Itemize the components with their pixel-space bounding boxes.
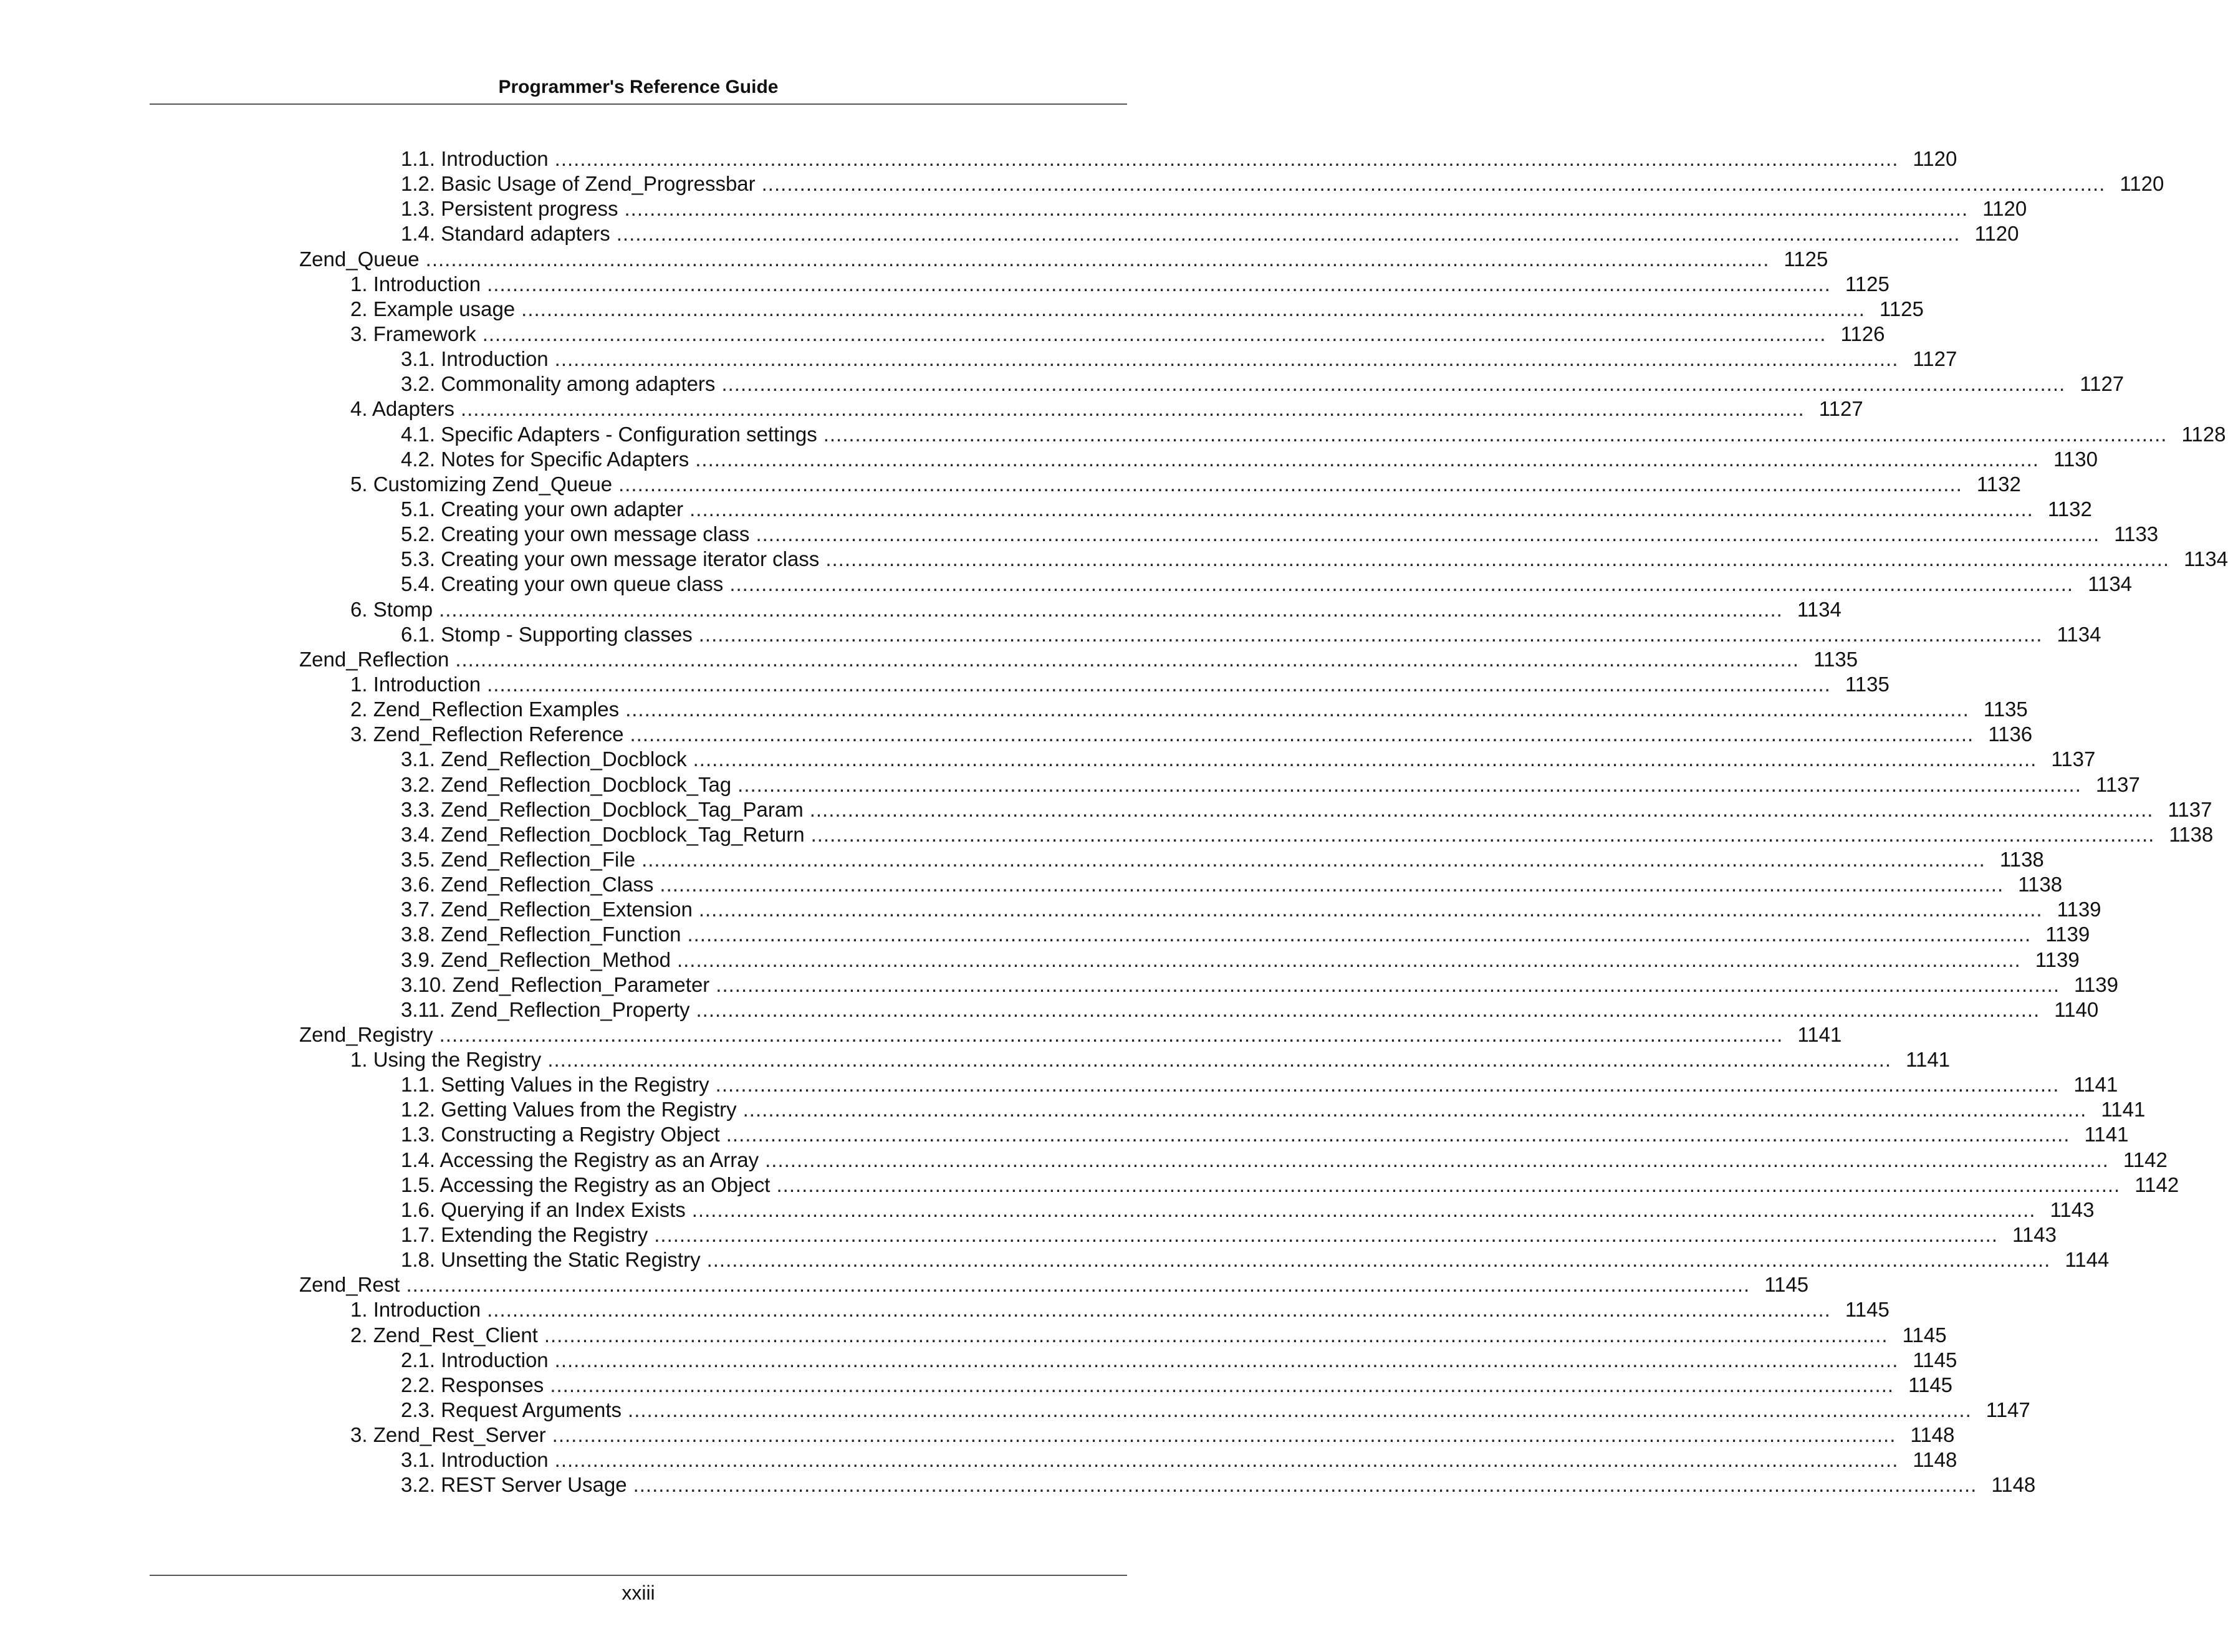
toc-entry-page[interactable]: 1142 [2123,1148,2168,1171]
toc-entry-line [350,1423,1955,1448]
toc-entry-line [401,897,2101,922]
toc-dot-leader: .................................................................................................................................................................................................................... [706,1248,2051,1272]
toc-entry-line [299,647,1858,672]
toc-entry-page[interactable]: 1139 [2057,898,2101,921]
toc-entry-line [401,622,2101,647]
toc-entry-title[interactable]: 1.3. Constructing a Registry Object [401,1123,720,1146]
toc-entry[interactable] [0,1148,2168,1173]
toc-entry[interactable] [0,822,2214,847]
toc-entry-page[interactable]: 1141 [1797,1022,1842,1046]
toc-entry-title[interactable]: 5.2. Creating your own message class [401,522,750,546]
toc-entry-line [350,322,1885,347]
toc-entry-line [401,797,2212,822]
toc-entry-page[interactable]: 1134 [2057,622,2101,646]
toc-entry[interactable] [0,647,1858,672]
toc-entry[interactable] [0,1448,1957,1472]
toc-entry-line [401,847,2044,872]
toc-entry[interactable] [0,221,2019,246]
toc-dot-leader: .................................................................................................................................................................................................................... [554,1348,1899,1371]
toc-entry-page[interactable]: 1145 [1764,1273,1809,1297]
toc-dot-leader: .................................................................................................................................................................................................................... [554,1448,1899,1472]
toc-entry[interactable] [0,872,2063,897]
toc-entry-page[interactable]: 1130 [2053,447,2098,471]
toc-entry-line [350,697,2028,722]
toc-entry-title[interactable]: 3.11. Zend_Reflection_Property [401,997,690,1021]
table-of-contents [0,146,2228,1498]
toc-entry-line [299,247,1828,272]
toc-dot-leader: .................................................................................................................................................................................................................... [660,873,2004,896]
toc-entry-title[interactable]: 1.6. Querying if an Index Exists [401,1198,686,1221]
footer-rule [150,1575,1127,1576]
toc-entry-page[interactable]: 1127 [2080,372,2125,396]
toc-entry-page[interactable]: 1135 [1983,698,2028,721]
toc-dot-leader: .................................................................................................................................................................................................................... [641,847,1986,871]
toc-entry[interactable] [0,396,1863,421]
toc-entry-title[interactable]: 3.6. Zend_Reflection_Class [401,873,654,896]
toc-entry-title[interactable]: 5.3. Creating your own message iterator class [401,547,820,571]
toc-entry-line [401,1122,2129,1147]
toc-entry-title[interactable]: Zend_Queue [299,247,420,271]
toc-dot-leader: .................................................................................................................................................................................................................... [687,923,2032,946]
toc-entry[interactable] [0,847,2044,872]
toc-dot-leader: .................................................................................................................................................................................................................... [691,1198,2036,1221]
toc-entry[interactable] [0,622,2101,647]
toc-dot-leader: .................................................................................................................................................................................................................... [810,822,2155,846]
toc-entry-title[interactable]: 3.10. Zend_Reflection_Parameter [401,972,710,996]
toc-dot-leader: .................................................................................................................................................................................................................... [737,772,2082,796]
toc-entry-line [350,1323,1947,1348]
toc-entry-line [401,1348,1957,1373]
toc-entry-line [350,672,1889,697]
toc-entry-line [350,1047,1951,1072]
toc-entry-page[interactable]: 1137 [2168,797,2212,821]
toc-entry-page[interactable]: 1141 [2084,1123,2129,1146]
toc-entry-line [401,1448,1957,1472]
toc-entry-title[interactable]: Zend_Rest [299,1273,400,1297]
toc-entry-title[interactable]: 1.1. Introduction [401,147,549,170]
toc-dot-leader: .................................................................................................................................................................................................................... [698,622,2043,646]
toc-entry-page[interactable]: 1143 [2012,1223,2057,1247]
toc-entry-title[interactable]: 4. Adapters [350,397,454,421]
toc-entry-title[interactable]: 3.9. Zend_Reflection_Method [401,948,671,971]
toc-dot-leader: .................................................................................................................................................................................................................... [716,972,2060,996]
toc-entry-title[interactable]: 1. Introduction [350,1298,481,1322]
toc-entry-page[interactable]: 1128 [2181,422,2226,446]
toc-dot-leader: .................................................................................................................................................................................................................... [439,597,1783,621]
toc-entry-line [401,146,1957,171]
toc-entry-page[interactable]: 1126 [1840,322,1885,345]
toc-entry[interactable] [0,1173,2179,1198]
toc-entry[interactable] [0,196,2027,221]
toc-dot-leader: .................................................................................................................................................................................................................... [616,222,1961,246]
toc-dot-leader: .................................................................................................................................................................................................................... [765,1148,2109,1171]
toc-entry-line [401,171,2164,196]
toc-entry[interactable] [0,1323,1947,1348]
toc-entry[interactable] [0,997,2099,1022]
toc-entry-page[interactable]: 1134 [2088,572,2133,596]
toc-entry-line [401,221,2019,246]
toc-entry-page[interactable]: 1141 [2101,1098,2146,1121]
toc-entry-line [401,1398,2030,1423]
toc-entry-title[interactable]: 5.1. Creating your own adapter [401,497,684,521]
toc-entry-line [401,1097,2146,1122]
toc-entry[interactable] [0,1423,1955,1448]
toc-dot-leader: .................................................................................................................................................................................................................... [487,272,1831,295]
toc-dot-leader: .................................................................................................................................................................................................................... [761,172,2106,196]
toc-entry-line [299,1022,1842,1047]
toc-entry-line [401,1222,2057,1247]
toc-entry[interactable] [0,1398,2030,1423]
toc-entry-title[interactable]: 1.4. Standard adapters [401,222,610,246]
toc-dot-leader: .................................................................................................................................................................................................................... [698,898,2043,921]
toc-entry[interactable] [0,522,2159,547]
toc-dot-leader: .................................................................................................................................................................................................................... [487,1298,1831,1322]
toc-entry-line [401,1247,2110,1272]
page-number: xxiii [622,1582,655,1604]
toc-entry-title[interactable]: 1.2. Getting Values from the Registry [401,1098,737,1121]
toc-entry-page[interactable]: 1145 [1845,1298,1889,1322]
toc-entry-line [401,347,1957,372]
toc-dot-leader: .................................................................................................................................................................................................................... [460,397,1805,421]
header-rule [150,103,1127,105]
toc-entry[interactable] [0,146,1957,171]
toc-entry-page[interactable]: 1134 [2184,547,2228,571]
toc-entry-line [401,547,2228,572]
toc-entry-page[interactable]: 1135 [1813,647,1858,671]
toc-dot-leader: .................................................................................................................................................................................................................... [654,1223,1998,1247]
toc-entry-title[interactable]: 1.8. Unsetting the Static Registry [401,1248,701,1272]
toc-entry-title[interactable]: 2.2. Responses [401,1373,544,1396]
toc-dot-leader: .................................................................................................................................................................................................................... [628,1398,1972,1422]
toc-dot-leader: .................................................................................................................................................................................................................... [689,497,2034,521]
toc-entry[interactable] [0,472,2021,497]
toc-dot-leader: .................................................................................................................................................................................................................... [809,797,2154,821]
toc-entry-title[interactable]: 6. Stomp [350,597,433,621]
toc-entry-line [401,572,2133,597]
toc-entry-page[interactable]: 1135 [1845,672,1889,696]
toc-entry[interactable] [0,1348,1957,1373]
toc-entry-line [401,872,2063,897]
toc-entry-title[interactable]: 3.1. Zend_Reflection_Docblock [401,747,687,771]
toc-dot-leader: .................................................................................................................................................................................................................... [726,1123,2070,1146]
toc-entry-title[interactable]: 2. Zend_Reflection Examples [350,698,620,721]
toc-entry-title[interactable]: 1.3. Persistent progress [401,197,618,221]
toc-entry[interactable] [0,897,2101,922]
toc-entry-title[interactable]: 3.2. Commonality among adapters [401,372,716,396]
toc-entry-page[interactable]: 1147 [1986,1398,2030,1422]
toc-entry-line [401,997,2099,1022]
toc-entry-title[interactable]: 5. Customizing Zend_Queue [350,472,613,496]
toc-entry-line [350,597,1841,622]
toc-dot-leader: .................................................................................................................................................................................................................... [630,723,1974,746]
toc-entry-title[interactable]: 6.1. Stomp - Supporting classes [401,622,693,646]
toc-dot-leader: .................................................................................................................................................................................................................... [742,1098,2087,1121]
toc-entry-line [401,522,2159,547]
toc-entry-line [401,747,2096,772]
toc-entry-page[interactable]: 1145 [1913,1348,1957,1371]
toc-entry[interactable] [0,272,1889,297]
toc-entry-line [350,722,2033,747]
toc-entry-title[interactable]: 2.1. Introduction [401,1348,549,1371]
toc-dot-leader: .................................................................................................................................................................................................................... [776,1173,2121,1196]
toc-entry-line [401,922,2090,947]
toc-entry-title[interactable]: 1.7. Extending the Registry [401,1223,648,1247]
toc-dot-leader: .................................................................................................................................................................................................................... [554,147,1899,170]
toc-dot-leader: .................................................................................................................................................................................................................... [695,447,2039,471]
toc-entry-title[interactable]: Zend_Reflection [299,647,449,671]
toc-entry[interactable] [0,1047,1951,1072]
toc-entry-page[interactable]: 1139 [2045,923,2090,946]
toc-dot-leader: .................................................................................................................................................................................................................... [823,422,2168,446]
toc-entry-line [401,1373,1953,1398]
toc-entry[interactable] [0,347,1957,372]
toc-entry-line [350,472,2021,497]
toc-entry[interactable] [0,1247,2110,1272]
toc-dot-leader: .................................................................................................................................................................................................................... [618,472,1962,496]
toc-entry-title[interactable]: 1.4. Accessing the Registry as an Array [401,1148,759,1171]
toc-entry-line [350,1297,1889,1322]
toc-entry-page[interactable]: 1140 [2054,997,2099,1021]
toc-entry[interactable] [0,372,2125,396]
toc-entry[interactable] [0,572,2133,597]
toc-entry-line [401,1198,2095,1222]
toc-entry-page[interactable]: 1120 [1913,147,1957,170]
toc-entry[interactable] [0,672,1889,697]
toc-entry-line [350,396,1863,421]
toc-entry-title[interactable]: 3. Zend_Rest_Server [350,1423,546,1447]
toc-entry-page[interactable]: 1136 [1988,723,2033,746]
toc-dot-leader: .................................................................................................................................................................................................................... [547,1048,1892,1072]
toc-entry[interactable] [0,1222,2057,1247]
toc-dot-leader: .................................................................................................................................................................................................................... [624,197,1969,221]
toc-entry-title[interactable]: 3.1. Introduction [401,347,549,371]
toc-entry-title[interactable]: 5.4. Creating your own queue class [401,572,724,596]
toc-entry-page[interactable]: 1133 [2114,522,2159,546]
toc-entry-line [401,1072,2118,1097]
toc-entry[interactable] [0,297,1924,322]
toc-entry-title[interactable]: 4.1. Specific Adapters - Configuration settings [401,422,817,446]
toc-entry[interactable] [0,922,2090,947]
toc-entry-line [401,772,2140,797]
toc-entry-page[interactable]: 1120 [1974,222,2019,246]
toc-dot-leader: .................................................................................................................................................................................................................... [406,1273,1750,1297]
toc-entry-page[interactable]: 1125 [1784,247,1828,271]
toc-entry[interactable] [0,247,1828,272]
toc-entry-page[interactable]: 1148 [1991,1473,2036,1497]
toc-entry-title[interactable]: 3.3. Zend_Reflection_Docblock_Tag_Param [401,797,804,821]
toc-dot-leader: .................................................................................................................................................................................................................... [676,948,2021,971]
toc-entry-title[interactable]: 1. Using the Registry [350,1048,542,1072]
toc-entry-title[interactable]: 1. Introduction [350,672,481,696]
toc-entry-line [401,972,2119,997]
toc-entry[interactable] [0,497,2092,522]
toc-entry-page[interactable]: 1137 [2095,772,2140,796]
toc-entry-title[interactable]: 3. Zend_Reflection Reference [350,723,624,746]
toc-entry-title[interactable]: 3.2. REST Server Usage [401,1473,627,1497]
toc-dot-leader: .................................................................................................................................................................................................................... [625,698,1969,721]
toc-entry[interactable] [0,422,2226,447]
toc-entry-line [401,422,2226,447]
toc-dot-leader: .................................................................................................................................................................................................................... [425,247,1770,271]
toc-entry-page[interactable]: 1143 [2050,1198,2095,1221]
toc-dot-leader: .................................................................................................................................................................................................................... [721,372,2066,396]
toc-entry-page[interactable]: 1139 [2074,972,2119,996]
toc-entry-title[interactable]: 1.5. Accessing the Registry as an Object [401,1173,771,1196]
toc-entry-page[interactable]: 1120 [1982,197,2027,221]
toc-entry[interactable] [0,722,2033,747]
toc-entry[interactable] [0,1373,1953,1398]
toc-entry-page[interactable]: 1132 [2047,497,2092,521]
toc-entry-page[interactable]: 1127 [1913,347,1957,371]
toc-entry-title[interactable]: 2. Zend_Rest_Client [350,1323,538,1347]
toc-entry-page[interactable]: 1138 [2169,822,2214,846]
toc-dot-leader: .................................................................................................................................................................................................................... [696,997,2040,1021]
toc-dot-leader: .................................................................................................................................................................................................................... [521,297,1865,320]
toc-entry-title[interactable]: 1. Introduction [350,272,481,295]
toc-dot-leader: .................................................................................................................................................................................................................... [715,1073,2060,1097]
toc-entry-page[interactable]: 1125 [1879,297,1924,320]
toc-entry-title[interactable]: 1.2. Basic Usage of Zend_Progressbar [401,172,756,196]
toc-entry[interactable] [0,1122,2129,1147]
toc-entry-line [350,297,1924,322]
toc-entry-line [401,372,2125,396]
running-header: Programmer's Reference Guide [498,77,779,97]
toc-entry[interactable] [0,1472,2036,1497]
toc-entry-page[interactable]: 1141 [2073,1073,2118,1097]
toc-entry[interactable] [0,447,2098,472]
toc-entry-line [401,1148,2168,1173]
toc-entry-title[interactable]: 2. Example usage [350,297,516,320]
toc-entry-page[interactable]: 1145 [1908,1373,1953,1396]
toc-entry-title[interactable]: 2.3. Request Arguments [401,1398,622,1422]
toc-entry-title[interactable]: 4.2. Notes for Specific Adapters [401,447,689,471]
toc-entry-page[interactable]: 1144 [2065,1248,2110,1272]
toc-entry-title[interactable]: 3.5. Zend_Reflection_File [401,847,636,871]
toc-dot-leader: .................................................................................................................................................................................................................... [825,547,2170,571]
toc-entry-line [401,1173,2179,1198]
toc-dot-leader: .................................................................................................................................................................................................................... [552,1423,1896,1447]
toc-entry-title[interactable]: 3.8. Zend_Reflection_Function [401,923,681,946]
toc-entry-page[interactable]: 1137 [2051,747,2096,771]
toc-entry-title[interactable]: 3.4. Zend_Reflection_Docblock_Tag_Return [401,822,805,846]
toc-entry-page[interactable]: 1145 [1902,1323,1947,1347]
toc-dot-leader: .................................................................................................................................................................................................................... [550,1373,1894,1396]
toc-dot-leader: .................................................................................................................................................................................................................... [633,1473,1977,1497]
toc-entry-page[interactable]: 1142 [2134,1173,2179,1196]
toc-entry[interactable] [0,322,1885,347]
toc-dot-leader: .................................................................................................................................................................................................................... [729,572,2074,596]
toc-entry-page[interactable]: 1134 [1797,597,1841,621]
toc-entry-line [350,272,1889,297]
toc-entry[interactable] [0,547,2228,572]
toc-dot-leader: .................................................................................................................................................................................................................... [455,647,1800,671]
toc-entry-page[interactable]: 1148 [1913,1448,1957,1472]
toc-entry-title[interactable]: 3. Framework [350,322,476,345]
toc-entry[interactable] [0,1297,1889,1322]
toc-entry-title[interactable]: Zend_Registry [299,1022,433,1046]
toc-dot-leader: .................................................................................................................................................................................................................... [544,1323,1888,1347]
toc-entry-page[interactable]: 1141 [1906,1048,1951,1072]
toc-entry-line [401,822,2214,847]
toc-entry-line [401,447,2098,472]
toc-entry[interactable] [0,697,2028,722]
toc-entry[interactable] [0,1272,1809,1297]
toc-dot-leader: .................................................................................................................................................................................................................... [482,322,1827,345]
toc-entry-line [299,1272,1809,1297]
toc-entry[interactable] [0,1072,2118,1097]
toc-dot-leader: .................................................................................................................................................................................................................... [487,672,1831,696]
toc-entry-title[interactable]: 3.1. Introduction [401,1448,549,1472]
toc-entry-page[interactable]: 1148 [1910,1423,1955,1447]
toc-entry[interactable] [0,1097,2146,1122]
toc-entry[interactable] [0,948,2080,972]
toc-entry-line [401,497,2092,522]
toc-entry[interactable] [0,171,2164,196]
toc-dot-leader: .................................................................................................................................................................................................................... [693,747,2037,771]
toc-entry[interactable] [0,972,2119,997]
toc-entry-page[interactable]: 1120 [2120,172,2164,196]
toc-entry-page[interactable]: 1138 [2018,873,2063,896]
toc-entry-page[interactable]: 1138 [1999,847,2044,871]
toc-dot-leader: .................................................................................................................................................................................................................... [554,347,1899,371]
toc-dot-leader: .................................................................................................................................................................................................................... [756,522,2100,546]
toc-entry-line [401,196,2027,221]
toc-entry-line [401,948,2080,972]
toc-dot-leader: .................................................................................................................................................................................................................... [439,1022,1784,1046]
toc-entry-title[interactable]: 3.7. Zend_Reflection_Extension [401,898,693,921]
toc-entry-line [401,1472,2036,1497]
toc-entry-page[interactable]: 1139 [2035,948,2080,971]
toc-entry-title[interactable]: 1.1. Setting Values in the Registry [401,1073,709,1097]
toc-entry[interactable] [0,597,1841,622]
toc-entry-page[interactable]: 1132 [1976,472,2021,496]
toc-entry-page[interactable]: 1127 [1818,397,1863,421]
toc-entry-title[interactable]: 3.2. Zend_Reflection_Docblock_Tag [401,772,732,796]
toc-entry-page[interactable]: 1125 [1845,272,1889,295]
toc-entry[interactable] [0,797,2212,822]
toc-entry[interactable] [0,772,2140,797]
toc-entry[interactable] [0,747,2096,772]
toc-entry[interactable] [0,1198,2095,1222]
toc-entry[interactable] [0,1022,1842,1047]
